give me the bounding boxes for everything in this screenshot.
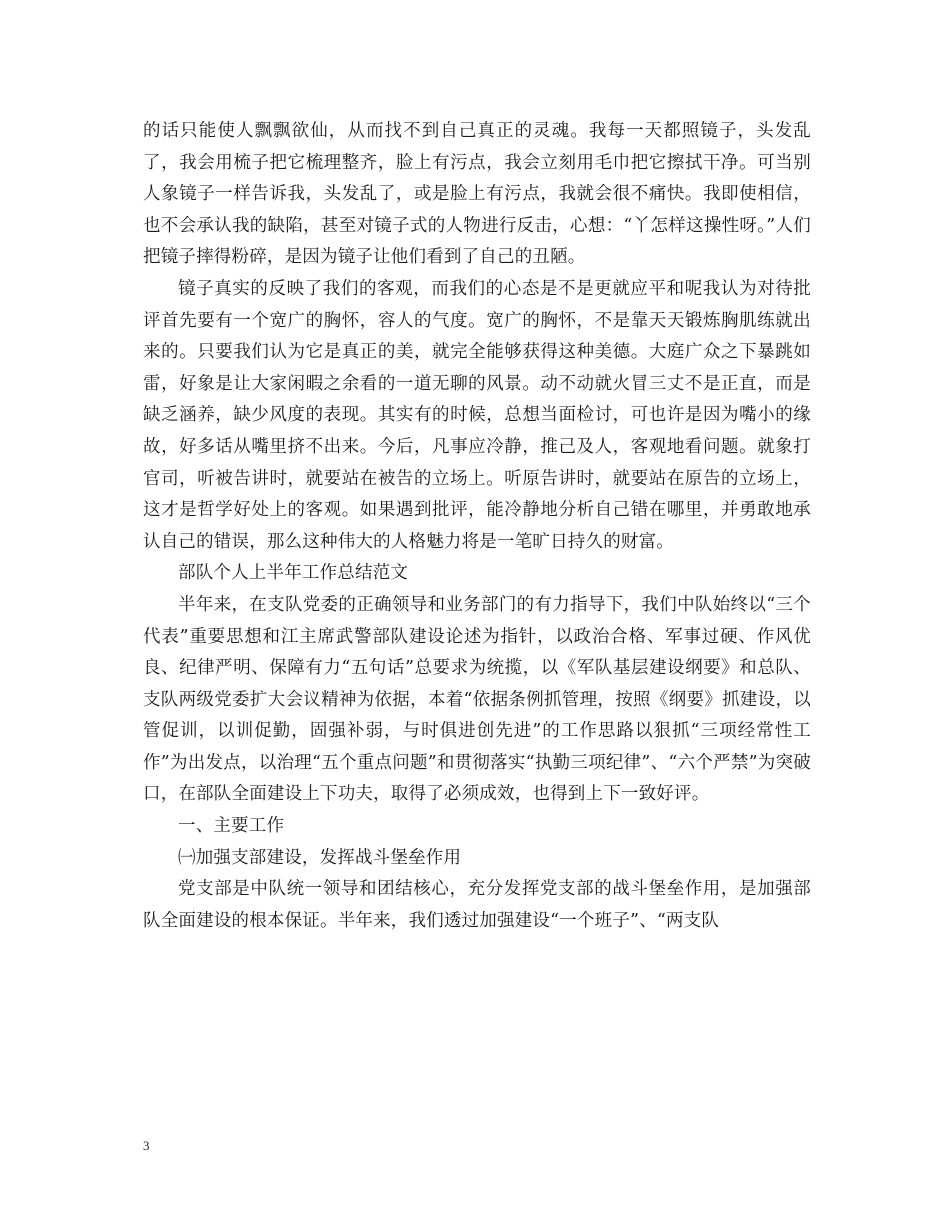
section-title: 部队个人上半年工作总结范文 (178, 563, 409, 584)
paragraph-half-year-summary: 半年来，在支队党委的正确领导和业务部门的有力指导下，我们中队始终以“三个代表”重要思想和江主席武警部队建设论述为指针，以政治合格、军事过硬、作风优良、纪律严明、保障有力“五句话”总要求为统揽，以《军队基层建设纲要》和总队、支队两级党委扩大会议精神为依据，本着“依据条例抓管理，按照《纲要》抓建设，以管促训，以训促勤，固强补弱，与时俱进创先进”的工作思路以狠抓“三项经常性工作”为出发点，以治理“五个重点问题”和贯彻落实“执勤三项纪律”、“六个严禁”为突破口，在部队全面建设上下功夫，取得了必须成效，也得到上下一致好评。 (143, 594, 811, 805)
paragraph-party-branch: 党支部是中队统一领导和团结核心，充分发挥党支部的战斗堡垒作用，是加强部队全面建设的根本保证。半年来，我们透过加强建设“一个班子”、“两支队 (143, 879, 811, 931)
page-number: 3 (143, 1138, 150, 1153)
subheading-branch-building: ㈠加强支部建设，发挥战斗堡垒作用 (178, 847, 462, 868)
paragraph-mirror-reflection: 镜子真实的反映了我们的客观，而我们的心态是不是更就应平和呢我认为对待批评首先要有一个宽广的胸怀，容人的气度。宽广的胸怀，不是靠天天锻炼胸肌练就出来的。只要我们认为它是真正的美，就完全能够获得这种美德。大庭广众之下暴跳如雷，好象是让大家闲暇之余看的一道无聊的风景。动不动就火冒三丈不是正直，而是缺乏涵养，缺少风度的表现。其实有的时候，总想当面检讨，可也许是因为嘴小的缘故，好多话从嘴里挤不出来。今后，凡事应冷静，推己及人，客观地看问题。就象打官司，听被告讲时，就要站在被告的立场上。听原告讲时，就要站在原告的立场上，这才是哲学好处上的客观。如果遇到批评，能冷静地分析自己错在哪里，并勇敢地承认自己的错误，那么这种伟大的人格魅力将是一笔旷日持久的财富。 (143, 278, 811, 552)
document-body (143, 116, 811, 937)
paragraph-continuation: 的话只能使人飘飘欲仙，从而找不到自己真正的灵魂。我每一天都照镜子，头发乱了，我会用梳子把它梳理整齐，脸上有污点，我会立刻用毛巾把它擦拭干净。可当别人象镜子一样告诉我，头发乱了，或是脸上有污点，我就会很不痛快。我即使相信，也不会承认我的缺陷，甚至对镜子式的人物进行反击，心想：“丫怎样这操性呀。”人们把镜子摔得粉碎，是因为镜子让他们看到了自己的丑陋。 (143, 121, 811, 268)
heading-main-work: 一、主要工作 (178, 816, 285, 837)
